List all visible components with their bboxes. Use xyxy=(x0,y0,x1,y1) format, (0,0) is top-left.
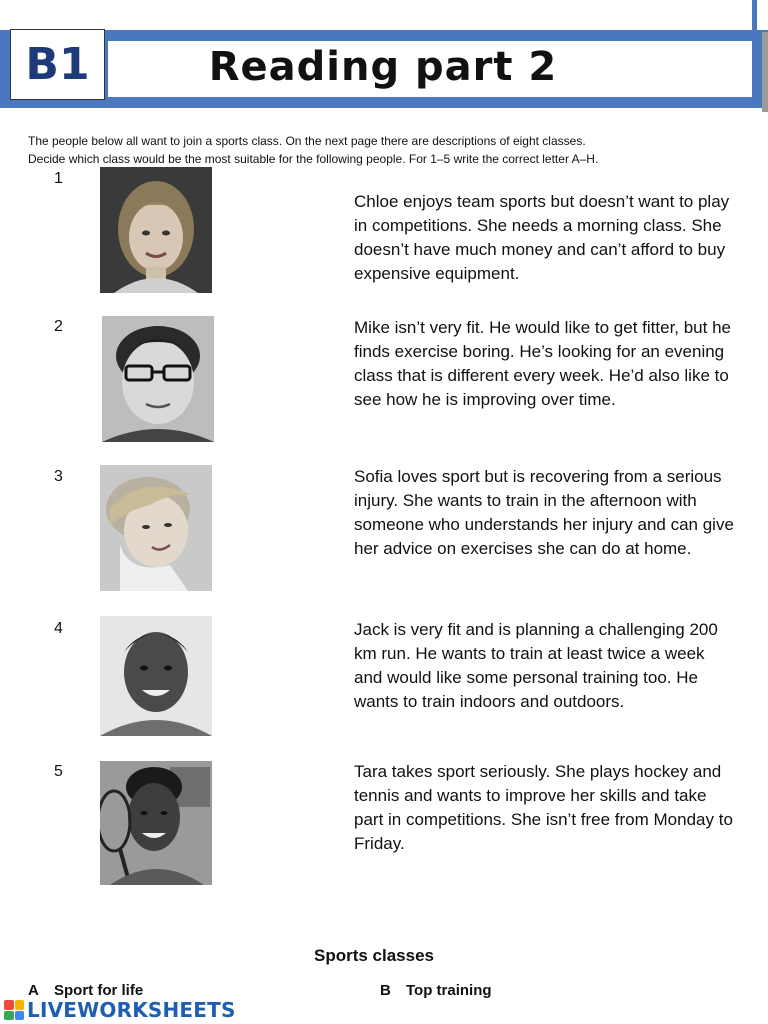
class-name: Top training xyxy=(406,982,492,999)
liveworksheets-logo[interactable] xyxy=(4,998,236,1022)
person-number: 5 xyxy=(54,763,63,780)
man-with-glasses-photo xyxy=(102,316,214,442)
header-frame-edge xyxy=(752,0,757,32)
class-letter: B xyxy=(380,982,391,999)
person-description: Jack is very fit and is planning a challenging 200 km run. He wants to train at least twice a week and would like some personal training too. He wants to train indoors and outdoors. xyxy=(354,620,718,711)
class-letter: A xyxy=(28,982,39,999)
level-badge: B1 xyxy=(10,29,105,100)
person-number: 3 xyxy=(54,468,63,485)
class-name: Sport for life xyxy=(54,982,144,999)
instructions-line-2: Decide which class would be the most suitable for the following people. For 1–5 write the correct letter A–H. xyxy=(28,152,599,166)
smiling-man-photo xyxy=(100,616,212,736)
person-description: Mike isn’t very fit. He would like to get fitter, but he finds exercise boring. He’s looking for an evening class that is different every week. He’d also like to see how he is improving over time. xyxy=(354,318,731,409)
section-title: Sports classes xyxy=(313,946,434,965)
header-shadow xyxy=(762,32,768,112)
woman-portrait-photo xyxy=(100,167,212,293)
person-number: 4 xyxy=(54,620,63,637)
person-description: Sofia loves sport but is recovering from a serious injury. She wants to train in the afternoon with someone who understands her injury and can give her advice on exercises she can do at home. xyxy=(354,467,734,558)
instructions-line-1: The people below all want to join a sports class. On the next page there are descriptions of eight classes. xyxy=(28,134,586,148)
logo-text: LIVEWORKSHEETS xyxy=(27,998,236,1022)
logo-icon xyxy=(4,1000,24,1020)
blonde-woman-photo xyxy=(100,465,212,591)
person-description: Tara takes sport seriously. She plays hockey and tennis and wants to improve her skills and take part in competitions. She isn’t free from Monday to Friday. xyxy=(354,762,733,853)
page-title: Reading part 2 xyxy=(208,44,558,90)
person-number: 2 xyxy=(54,318,63,335)
class-item xyxy=(28,982,143,999)
class-item xyxy=(380,982,492,999)
woman-with-racket-photo xyxy=(100,761,212,885)
person-number: 1 xyxy=(54,170,63,187)
instructions xyxy=(28,132,748,168)
person-description: Chloe enjoys team sports but doesn’t want to play in competitions. She needs a morning class. She doesn’t have much money and can’t afford to buy expensive equipment. xyxy=(354,192,730,283)
